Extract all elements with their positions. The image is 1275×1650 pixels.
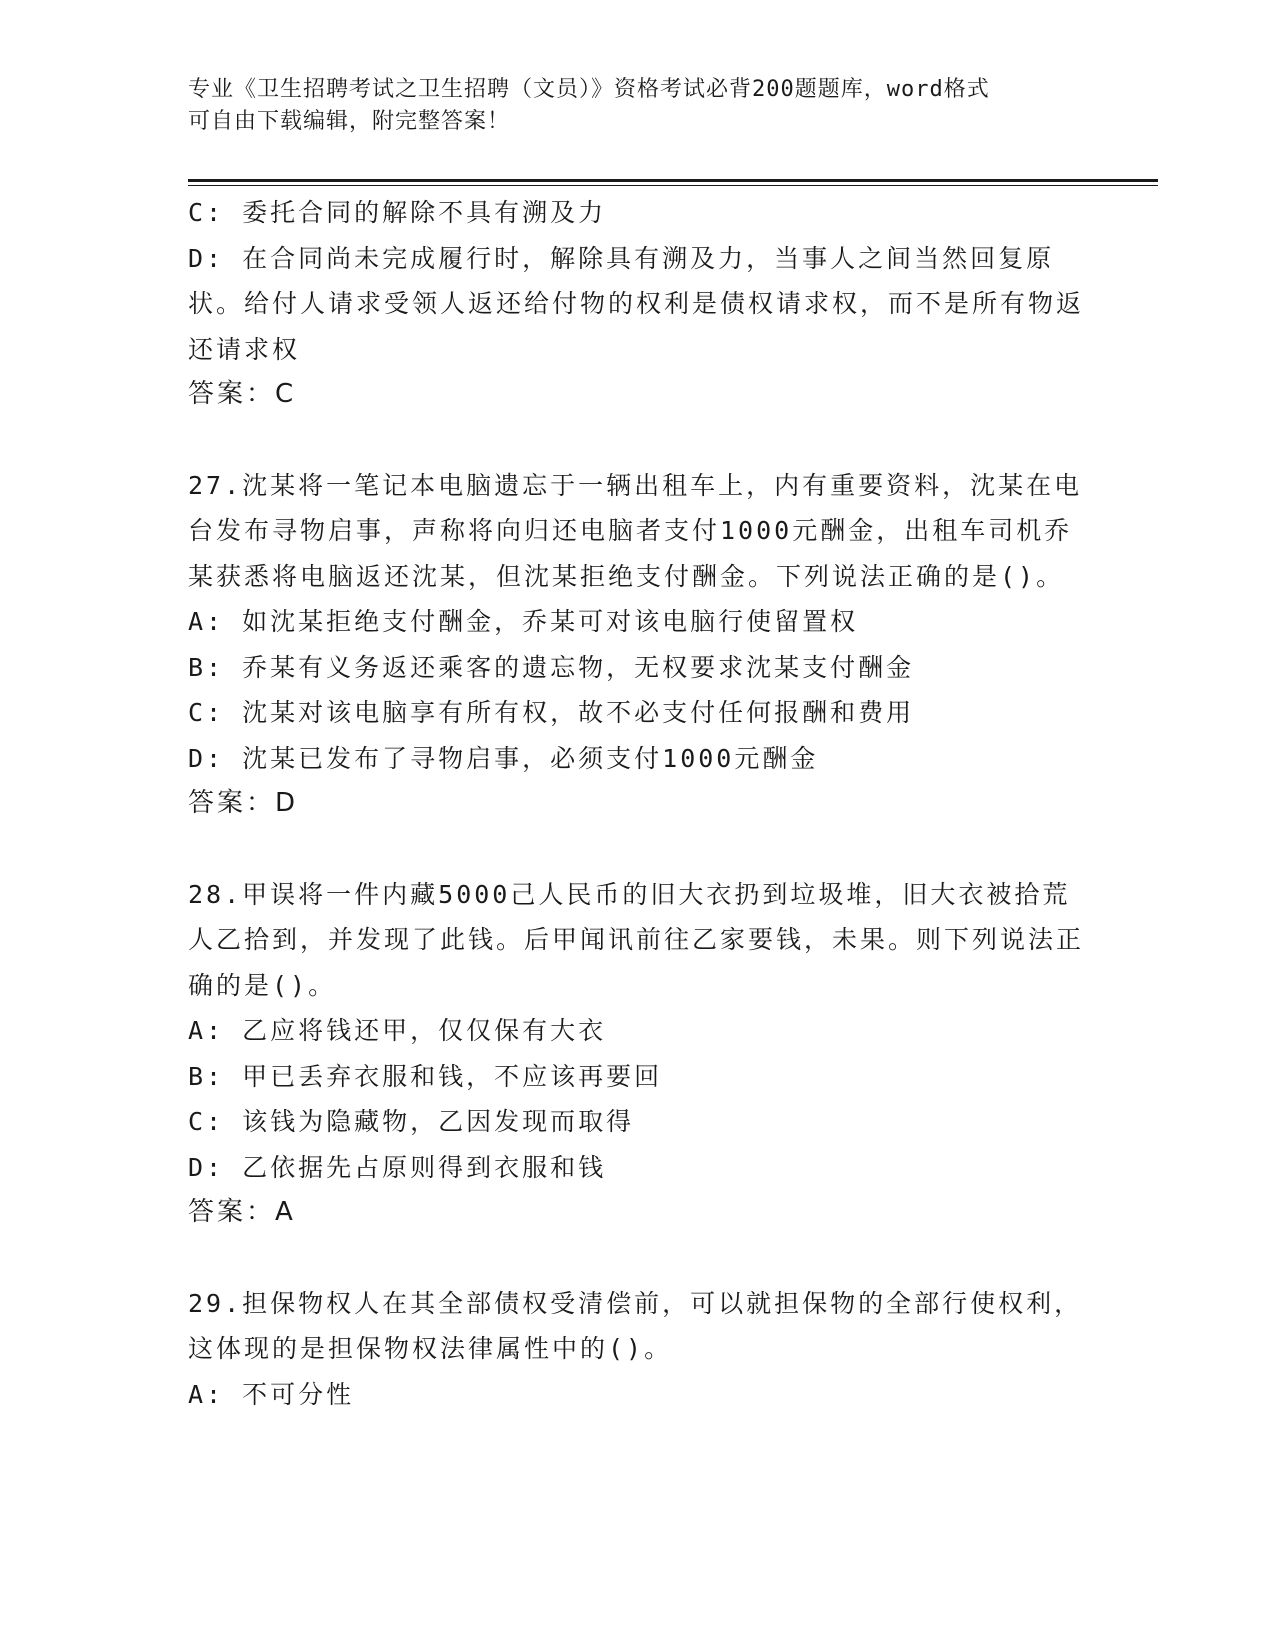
option-c: C: 委托合同的解除不具有溯及力 [188, 198, 607, 227]
answer: 答案：C [188, 379, 297, 409]
option-b: B: 乔某有义务返还乘客的遗忘物，无权要求沈某支付酬金 [188, 652, 915, 682]
header-divider-thin [188, 185, 1158, 186]
question-text: 29.担保物权人在其全部债权受清偿前，可以就担保物的全部行使权利，这体现的是担保物权法律属性中的()。 [188, 1288, 1083, 1363]
question-26-tail [188, 190, 1088, 418]
option-a: A: 如沈某拒绝支付酬金，乔某可对该电脑行使留置权 [188, 607, 859, 636]
header-line-1: 专业《卫生招聘考试之卫生招聘（文员）》资格考试必背200题题库，word格式 [188, 77, 990, 102]
option-d: D: 在合同尚未完成履行时，解除具有溯及力，当事人之间当然回复原状。给付人请求受领人返还给付物的权利是债权请求权，而不是所有物返还请求权 [188, 243, 1085, 364]
header-divider-thick [188, 179, 1158, 182]
option-b: B: 甲已丢弃衣服和钱，不应该再要回 [188, 1061, 663, 1091]
option-c: C: 该钱为隐藏物，乙因发现而取得 [188, 1107, 635, 1136]
document-header [188, 74, 1088, 138]
spacer [188, 1236, 1088, 1281]
spacer [188, 418, 1088, 463]
question-text: 28.甲误将一件内藏5000己人民币的旧大衣扔到垃圾堆，旧大衣被拾荒人乙拾到，并发现了此钱。后甲闻讯前往乙家要钱，未果。则下列说法正确的是()。 [188, 879, 1085, 1000]
option-a: A: 乙应将钱还甲，仅仅保有大衣 [188, 1016, 607, 1045]
question-27 [188, 463, 1088, 827]
option-a: A: 不可分性 [188, 1379, 355, 1409]
spacer [188, 827, 1088, 872]
question-text: 27.沈某将一笔记本电脑遗忘于一辆出租车上，内有重要资料，沈某在电台发布寻物启事，声称将向归还电脑者支付1000元酬金，出租车司机乔某获悉将电脑返还沈某，但沈某拒绝支付酬金。下列说法正确的是()。 [188, 470, 1083, 591]
question-28 [188, 872, 1088, 1236]
answer: 答案：A [188, 1197, 296, 1227]
option-d: D: 乙依据先占原则得到衣服和钱 [188, 1152, 607, 1182]
option-d: D: 沈某已发布了寻物启事，必须支付1000元酬金 [188, 743, 819, 773]
header-line-2: 可自由下载编辑，附完整答案！ [188, 109, 511, 134]
option-c: C: 沈某对该电脑享有所有权，故不必支付任何报酬和费用 [188, 698, 915, 727]
answer: 答案：D [188, 788, 299, 818]
document-body [188, 190, 1088, 1417]
question-29 [188, 1281, 1088, 1418]
